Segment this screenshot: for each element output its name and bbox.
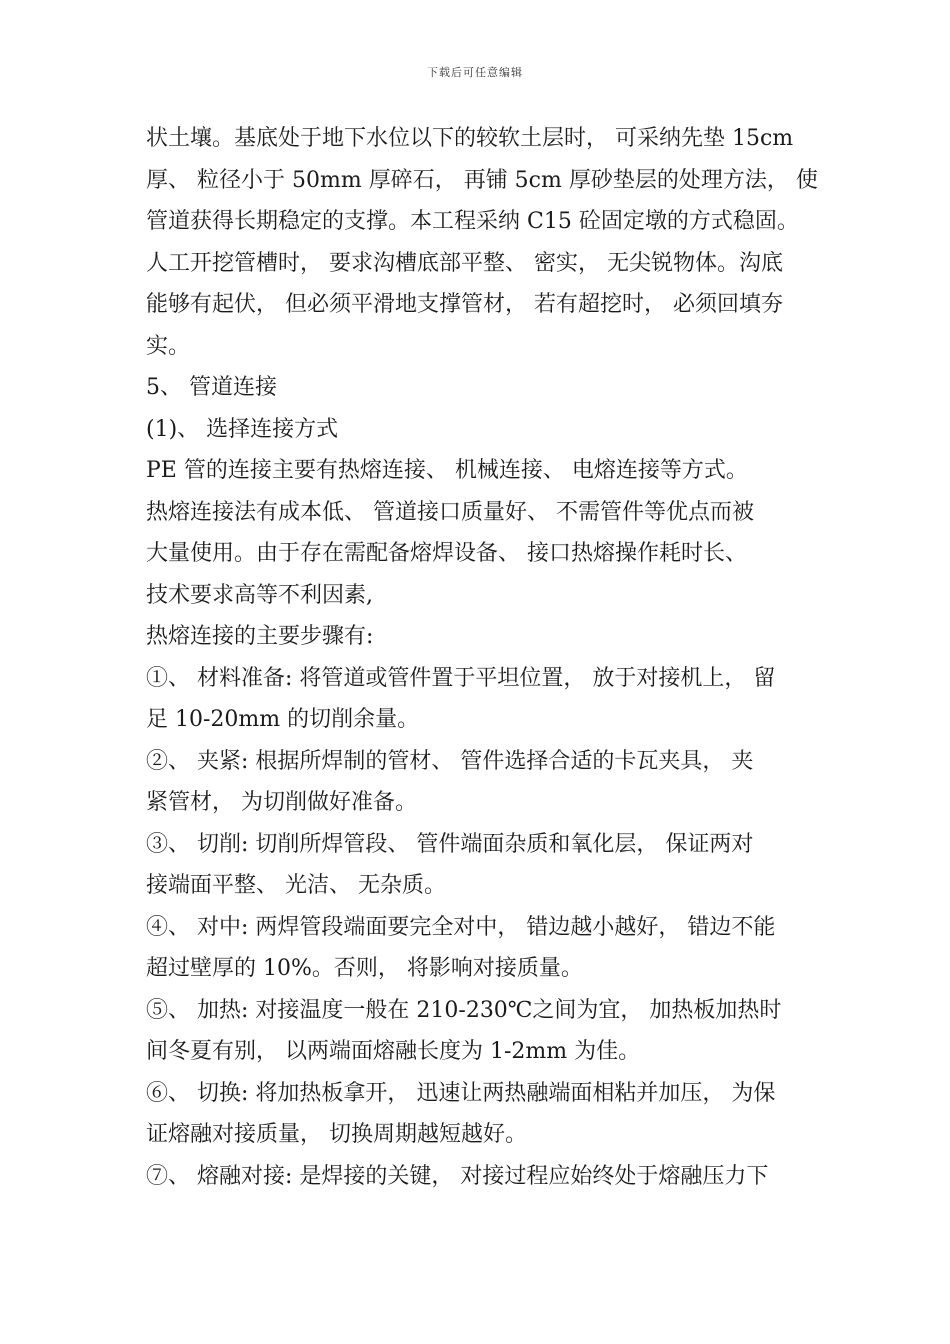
step-item: ⑦、 熔融对接: 是焊接的关键， 对接过程应始终处于熔融压力下 [146, 1163, 769, 1189]
text-line: PE 管的连接主要有热熔连接、 机械连接、 电熔连接等方式。 [146, 458, 748, 483]
text-line: 热熔连接法有成本低、 管道接口质量好、 不需管件等优点而被 [146, 499, 754, 525]
text-line: 大量使用。由于存在需配备熔焊设备、 接口热熔操作耗时长、 [146, 541, 747, 566]
text-line: 紧管材， 为切削做好准备。 [146, 790, 417, 815]
text-line: 技术要求高等不利因素, [146, 582, 373, 608]
text-line: 超过壁厚的 10%。否则， 将影响对接质量。 [146, 956, 583, 981]
text-line: 足 10-20mm 的切削余量。 [146, 707, 420, 732]
text-line: 管道获得长期稳定的支撑。本工程采纳 C15 砼固定墩的方式稳固。 [146, 209, 799, 234]
subsection-heading: (1)、 选择连接方式 [146, 416, 339, 442]
page-header: 下载后可任意编辑 [427, 66, 523, 79]
text-line: 证熔融对接质量， 切换周期越短越好。 [146, 1122, 527, 1147]
text-line: 状土壤。基底处于地下水位以下的较软土层时， 可采纳先垫 15cm [146, 126, 794, 151]
text-line: 能够有起伏， 但必须平滑地支撑管材， 若有超挖时， 必须回填夯 [146, 292, 783, 317]
text-line: 热熔连接的主要步骤有: [146, 624, 374, 649]
text-line: 厚、 粒径小于 50mm 厚碎石， 再铺 5cm 厚砂垫层的处理方法， 使 [146, 167, 818, 193]
step-item: ④、 对中: 两焊管段端面要完全对中， 错边越小越好， 错边不能 [146, 914, 776, 940]
document-body [146, 118, 818, 1197]
text-line: 实。 [146, 333, 191, 359]
text-line: 间冬夏有别， 以两端面熔融长度为 1-2mm 为佳。 [146, 1039, 641, 1064]
text-line: 接端面平整、 光洁、 无杂质。 [146, 873, 446, 898]
text-line: 人工开挖管槽时， 要求沟槽底部平整、 密实， 无尖锐物体。沟底 [146, 250, 783, 276]
section-heading: 5、 管道连接 [146, 375, 277, 400]
step-item: ⑥、 切换: 将加热板拿开， 迅速让两热融端面相粘并加压， 为保 [146, 1080, 776, 1106]
step-item: ①、 材料准备: 将管道或管件置于平坦位置， 放于对接机上， 留 [146, 665, 776, 691]
step-item: ③、 切削: 切削所焊管段、 管件端面杂质和氧化层， 保证两对 [146, 831, 754, 857]
step-item: ②、 夹紧: 根据所焊制的管材、 管件选择合适的卡瓦夹具， 夹 [146, 748, 754, 774]
step-item: ⑤、 加热: 对接温度一般在 210-230℃之间为宜， 加热板加热时 [146, 997, 782, 1023]
